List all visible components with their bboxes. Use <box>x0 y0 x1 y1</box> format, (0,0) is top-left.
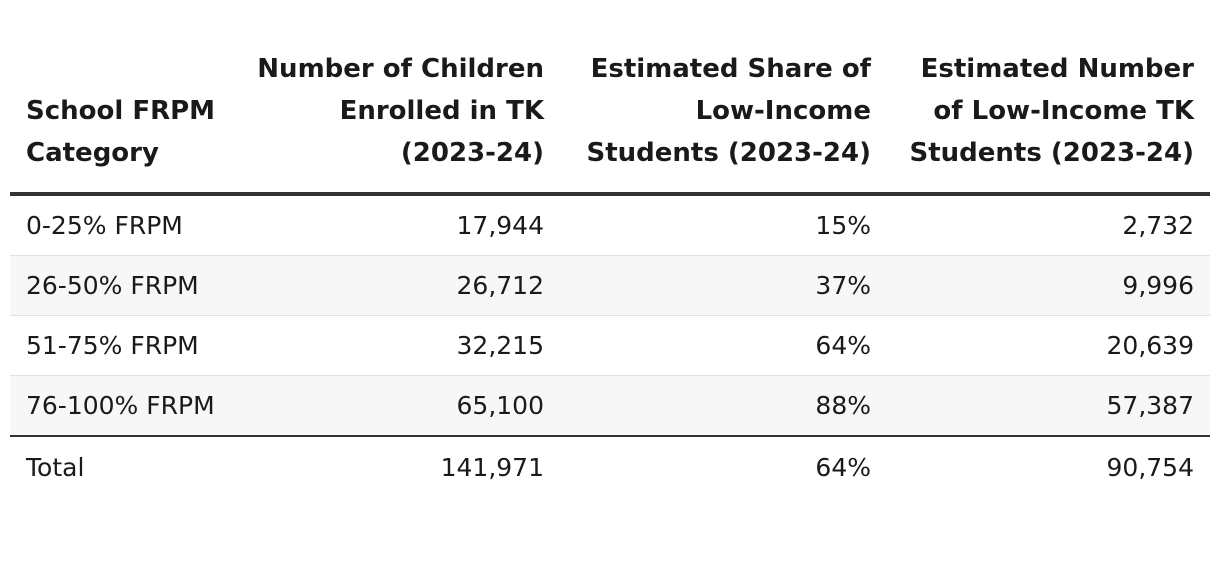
table-row <box>10 194 1210 256</box>
header-low-income-count: Estimated Number of Low-Income TK Students (2023-24) <box>887 0 1210 194</box>
cell-share: 37% <box>560 256 887 316</box>
cell-low-income: 57,387 <box>887 376 1210 437</box>
cell-enrolled: 26,712 <box>240 256 560 316</box>
frpm-tk-table-container <box>10 0 1210 497</box>
cell-share: 88% <box>560 376 887 437</box>
cell-low-income: 20,639 <box>887 316 1210 376</box>
frpm-tk-table <box>10 0 1210 497</box>
header-school-frpm-category: School FRPM Category <box>10 0 240 194</box>
total-share: 64% <box>560 436 887 497</box>
cell-low-income: 9,996 <box>887 256 1210 316</box>
total-row <box>10 436 1210 497</box>
cell-category: 26-50% FRPM <box>10 256 240 316</box>
header-row <box>10 0 1210 194</box>
total-enrolled: 141,971 <box>240 436 560 497</box>
table-footer <box>10 436 1210 497</box>
header-low-income-share: Estimated Share of Low-Income Students (2023-24) <box>560 0 887 194</box>
table-header <box>10 0 1210 194</box>
cell-category: 51-75% FRPM <box>10 316 240 376</box>
table-row <box>10 256 1210 316</box>
cell-enrolled: 65,100 <box>240 376 560 437</box>
cell-share: 15% <box>560 194 887 256</box>
cell-category: 0-25% FRPM <box>10 194 240 256</box>
table-row <box>10 376 1210 437</box>
cell-low-income: 2,732 <box>887 194 1210 256</box>
table-body <box>10 194 1210 436</box>
total-low-income: 90,754 <box>887 436 1210 497</box>
cell-enrolled: 32,215 <box>240 316 560 376</box>
cell-enrolled: 17,944 <box>240 194 560 256</box>
cell-category: 76-100% FRPM <box>10 376 240 437</box>
cell-share: 64% <box>560 316 887 376</box>
header-children-enrolled: Number of Children Enrolled in TK (2023-24) <box>240 0 560 194</box>
table-row <box>10 316 1210 376</box>
total-label: Total <box>10 436 240 497</box>
